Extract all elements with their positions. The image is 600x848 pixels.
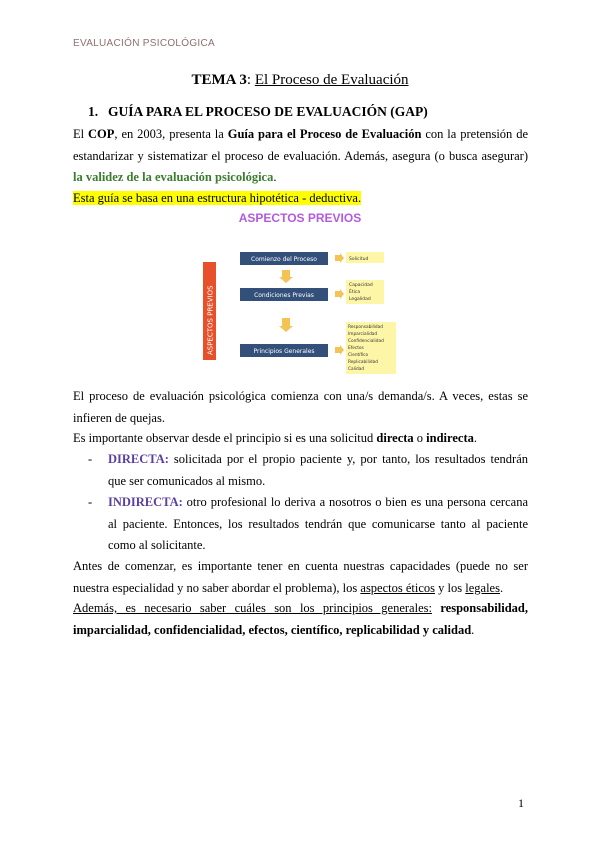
intro-paragraph (73, 124, 528, 189)
title-sep: : (246, 72, 255, 88)
list-description: solicitada por el propio paciente y, por tanto, los resultados tendrán que ser comunicados al mismo. (108, 452, 528, 488)
closing-text: Antes de comenzar, es importante tener en cuenta nuestras capacidades (puede no ser nuestra especialidad y no saber abordar el problema), los (73, 559, 528, 595)
list-item-text (108, 449, 528, 492)
body-p2-directa: directa (376, 431, 414, 445)
note-3-item: Científico (348, 353, 369, 358)
note-3-item: Calidad (348, 367, 365, 372)
page-number: 1 (518, 796, 524, 810)
step-label-3: Principios Generales (253, 348, 315, 355)
intro-text-1: El (73, 127, 89, 141)
highlighted-text: Esta guía se basa en una estructura hipotética - deductiva. (73, 191, 362, 205)
diagram-title: ASPECTOS PREVIOS (238, 211, 362, 225)
step-label-2: Condiciones Previas (254, 292, 314, 299)
title-name: El Proceso de Evaluación (254, 72, 409, 88)
intro-text-3: con la pretensión de estandarizar y sistematizar el proceso de evaluación. Además, asegura (o busca asegurar) (73, 127, 529, 163)
body-paragraph-2 (73, 428, 528, 450)
final-principles: responsabilidad, imparcialidad, confidencialidad, efectos, científico, replicabilidad y calidad (73, 601, 528, 637)
closing-end: . (499, 580, 504, 595)
note-2-item: Capacidad (349, 283, 373, 288)
closing-eticos: aspectos éticos (360, 580, 436, 595)
body-p2-o: o (413, 431, 427, 445)
side-label: ASPECTOS PREVIOS (206, 285, 215, 355)
section-heading (88, 104, 428, 120)
intro-text-4: . (273, 170, 277, 184)
page-title (0, 72, 600, 89)
aspects-diagram (200, 240, 400, 380)
note-3-item: Replicabilidad (348, 360, 378, 365)
list-dash: - (88, 495, 93, 509)
list-dash: - (88, 452, 93, 466)
note-3-item: Responsabilidad (348, 325, 384, 330)
intro-text-2: , en 2003, presenta la (114, 127, 228, 141)
arrow-right-icon (335, 253, 344, 263)
body-p2-indirecta: indirecta (426, 431, 474, 445)
title-tema: TEMA 3 (191, 72, 247, 88)
section-number: 1. (88, 104, 99, 119)
body-p2-end: . (473, 431, 477, 445)
body-p2-text: Es importante observar desde el principio si es una solicitud (73, 431, 377, 445)
arrow-down-icon (279, 270, 293, 283)
highlight-paragraph (73, 188, 528, 210)
note-2-item: Legalidad (349, 297, 371, 302)
intro-guia: Guía para el Proceso de Evaluación (227, 127, 422, 141)
step-label-1: Comienzo del Proceso (251, 256, 317, 263)
final-underlined: Además, es necesario saber cuáles son los principios generales: (73, 601, 432, 615)
list-term: INDIRECTA: (108, 495, 183, 509)
closing-y: y los (435, 580, 466, 595)
final-end: . (471, 622, 475, 637)
note-2-item: Ética (349, 290, 361, 295)
list-description: otro profesional lo deriva a nosotros o bien es una persona cercana al paciente. Entonces, los resultados tendrán que comunicarse tanto al paciente como al solicitante. (108, 495, 528, 552)
intro-validez: la validez de la evaluación psicológica (73, 170, 274, 184)
note-3-item: Efectos (348, 346, 364, 351)
note-3-item: Confidencialidad (348, 339, 384, 344)
list-term: DIRECTA: (108, 452, 169, 466)
list-item-text (108, 492, 528, 557)
final-paragraph (73, 598, 528, 641)
closing-legales: legales (465, 580, 500, 595)
arrow-down-icon (279, 318, 293, 332)
note-3-item: Imparcialidad (348, 332, 378, 337)
arrow-right-icon (335, 289, 344, 299)
arrow-right-icon (335, 345, 344, 355)
note-1-item: Solicitud (349, 257, 369, 262)
section-title: GUÍA PARA EL PROCESO DE EVALUACIÓN (GAP) (108, 104, 428, 119)
body-paragraph-1: El proceso de evaluación psicológica comienza con una/s demanda/s. A veces, estas se infieren de quejas. (73, 389, 528, 425)
page-header: EVALUACIÓN PSICOLÓGICA (73, 38, 216, 49)
closing-paragraph (73, 556, 528, 599)
intro-cop: COP (88, 127, 115, 141)
